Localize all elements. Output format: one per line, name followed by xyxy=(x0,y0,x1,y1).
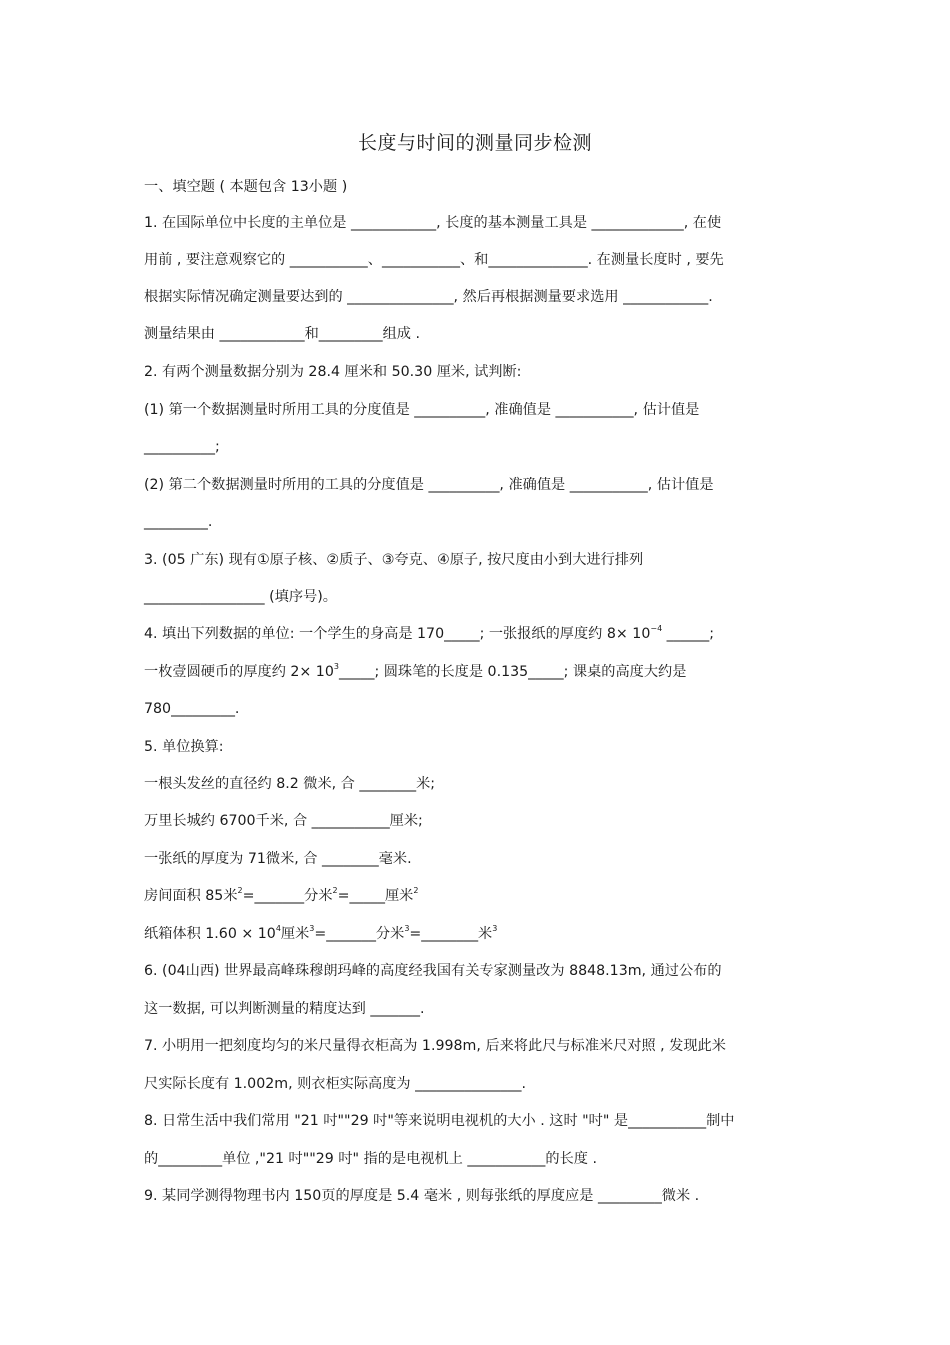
exponent: 3 xyxy=(333,662,339,671)
question-3-line-1: 3. (05 广东) 现有①原子核、②质子、③夸克、④原子, 按尺度由小到大进行排列 xyxy=(144,552,644,568)
conversion-great-wall: 万里长城约 6700千米, 合 ___________厘米; xyxy=(144,813,423,829)
document-title: 长度与时间的测量同步检测 xyxy=(357,132,592,154)
question-5-heading: 5. 单位换算: xyxy=(144,739,224,755)
exponent: 4 xyxy=(275,924,281,933)
question-2-line-1: 2. 有两个测量数据分别为 28.4 厘米和 50.30 厘米, 试判断: xyxy=(144,364,522,380)
conversion-box-volume: 纸箱体积 $1.60 \times 10^4$厘米$^3$=_______分米$^3$=________米$^3$ xyxy=(144,924,498,942)
exponent: 3 xyxy=(404,924,410,933)
question-6-line-1: 6. (04山西) 世界最高峰珠穆朗玛峰的高度经我国有关专家测量改为 8848.13m, 通过公布的 xyxy=(144,963,722,979)
question-1-line-4: 测量结果由 ____________和_________组成 . xyxy=(144,326,420,342)
question-1-line-2: 用前 , 要注意观察它的 ___________、___________、和______________. 在测量长度时 , 要先 xyxy=(144,252,724,268)
section-heading: 一、填空题 ( 本题包含 13小题 ) xyxy=(144,179,348,195)
exponent: 3 xyxy=(492,924,498,933)
question-7-line-1: 7. 小明用一把刻度均匀的米尺量得衣柜高为 1.998m, 后来将此尺与标准米尺对照 , 发现此米 xyxy=(144,1038,726,1054)
exponent: 3 xyxy=(309,924,315,933)
question-8-line-2: 的_________单位 ,"21 吋""29 吋" 指的是电视机上 ___________的长度 . xyxy=(144,1151,597,1167)
exponent: 2 xyxy=(332,886,338,895)
exponent: 2 xyxy=(237,886,243,895)
question-2-part-1-cont: __________; xyxy=(144,439,220,455)
conversion-hair: 一根头发丝的直径约 8.2 微米, 合 ________米; xyxy=(144,776,436,792)
question-3-line-2: _________________ (填序号)。 xyxy=(144,589,337,605)
question-1-line-1: 1. 在国际单位中长度的主单位是 ____________, 长度的基本测量工具是 _____________, 在使 xyxy=(144,215,722,231)
question-2-part-2: (2) 第二个数据测量时所用的工具的分度值是 __________, 准确值是 ___________, 估计值是 xyxy=(144,477,714,493)
question-4-line-1: 4. 填出下列数据的单位: 一个学生的身高是 170_____; 一张报纸的厚度约 $8\times 10^{-4}$ ______; xyxy=(144,624,715,642)
question-4-line-3: 780_________. xyxy=(144,701,240,717)
question-6-line-2: 这一数据, 可以判断测量的精度达到 _______. xyxy=(144,1001,425,1017)
question-1-line-3: 根据实际情况确定测量要达到的 _______________, 然后再根据测量要求选用 ____________. xyxy=(144,289,713,305)
question-8-line-1: 8. 日常生活中我们常用 "21 吋""29 吋"等来说明电视机的大小 . 这时 "吋" 是___________制中 xyxy=(144,1113,735,1129)
question-7-line-2: 尺实际长度有 1.002m, 则衣柜实际高度为 _______________. xyxy=(144,1076,527,1092)
conversion-room-area: 房间面积 85米$^2$=_______分米$^2$=_____厘米$^2$ xyxy=(144,886,419,904)
question-9-line-1: 9. 某同学测得物理书内 150页的厚度是 5.4 毫米 , 则每张纸的厚度应是 _________微米 . xyxy=(144,1188,700,1204)
question-4-line-2: 一枚壹圆硬币的厚度约 $2\times 10^3\_\_\_\_\_$; 圆珠笔的长度是 0.135_____; 课桌的高度大约是 xyxy=(144,662,687,680)
conversion-paper: 一张纸的厚度为 71微米, 合 ________毫米. xyxy=(144,851,412,867)
question-2-part-2-cont: _________. xyxy=(144,514,213,530)
question-2-part-1: (1) 第一个数据测量时所用工具的分度值是 __________, 准确值是 ___________, 估计值是 xyxy=(144,402,700,418)
exponent: −4 xyxy=(650,624,663,633)
exponent: 2 xyxy=(413,886,419,895)
